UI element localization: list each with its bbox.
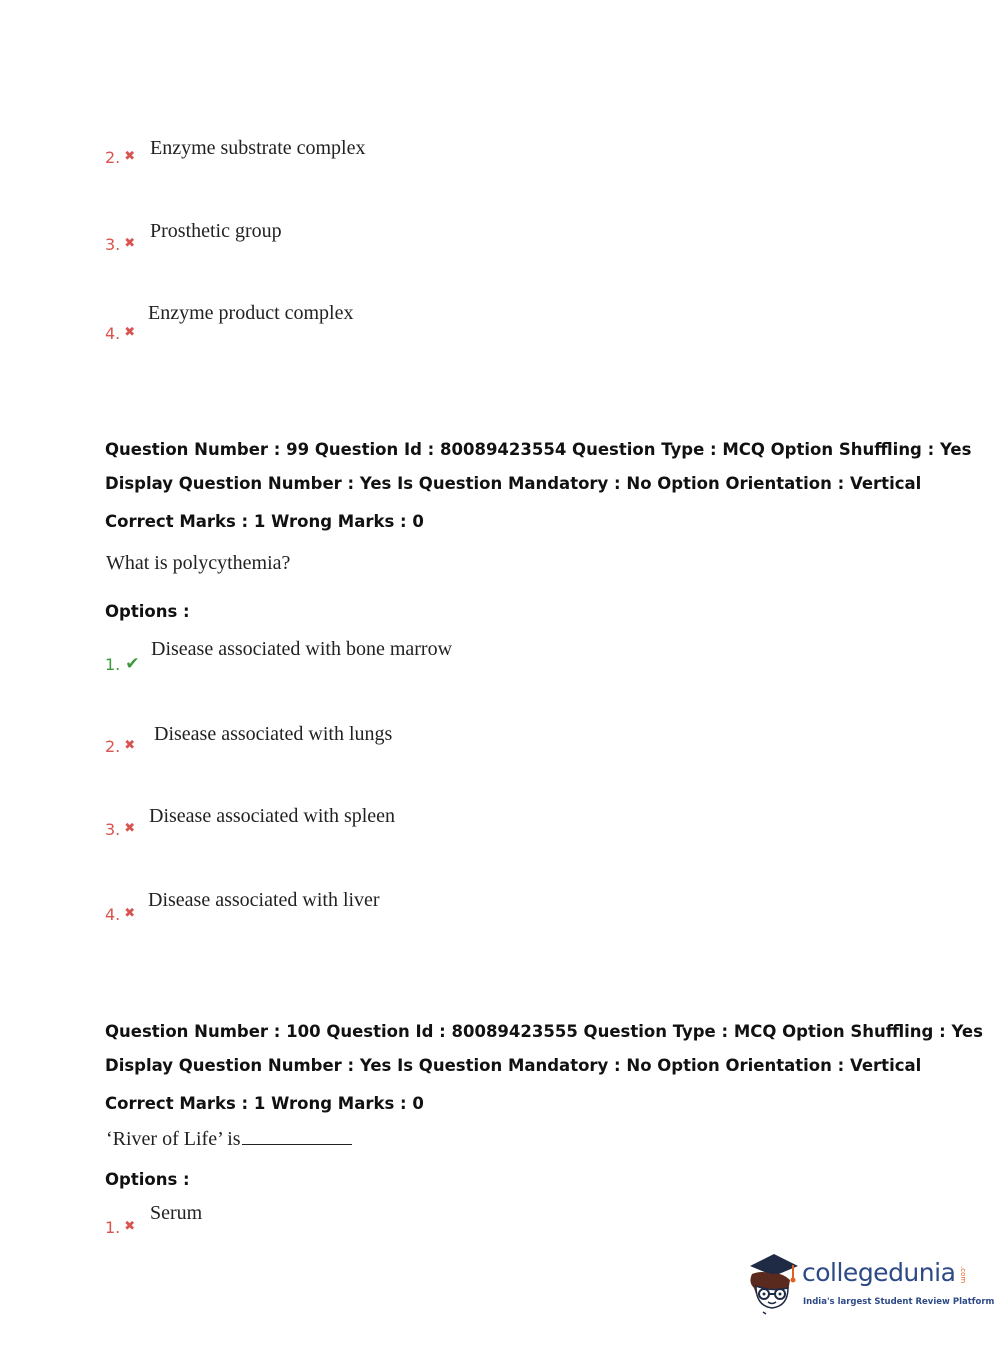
wrong-icon: ✖ [124, 325, 136, 340]
option-number: 2. ✖ [105, 737, 136, 756]
question-meta-line: Display Question Number : Yes Is Question Mandatory : No Option Orientation : Vertical [105, 1056, 922, 1075]
question-meta-line: Question Number : 100 Question Id : 80089423555 Question Type : MCQ Option Shuffling : Yes [105, 1022, 983, 1041]
option-text: Disease associated with liver [148, 889, 380, 911]
question-marks-line: Correct Marks : 1 Wrong Marks : 0 [105, 1094, 424, 1113]
question-text: ‘River of Life’ is [106, 1126, 352, 1151]
wrong-icon: ✖ [124, 1219, 136, 1234]
option-text: Prosthetic group [150, 220, 282, 242]
option-text: Enzyme substrate complex [150, 137, 366, 159]
wrong-icon: ✖ [124, 821, 136, 836]
question-meta-line: Display Question Number : Yes Is Question Mandatory : No Option Orientation : Vertical [105, 474, 922, 493]
collegedunia-logo [742, 1248, 995, 1318]
check-icon: ✔ [125, 654, 140, 674]
option-text: Enzyme product complex [148, 302, 354, 324]
options-label: Options : [105, 1170, 190, 1189]
wrong-icon: ✖ [124, 236, 136, 251]
option-number: 4. ✖ [105, 324, 136, 343]
option-number: 1. ✖ [105, 1218, 136, 1237]
question-meta-line: Question Number : 99 Question Id : 80089423554 Question Type : MCQ Option Shuffling : Yes [105, 440, 972, 459]
option-number: 4. ✖ [105, 905, 136, 924]
wrong-icon: ✖ [124, 149, 136, 164]
option-number: 2. ✖ [105, 148, 136, 167]
option-text: Disease associated with bone marrow [151, 638, 453, 660]
wrong-icon: ✖ [124, 906, 136, 921]
logo-tagline: India's largest Student Review Platform [803, 1297, 995, 1307]
option-text: Serum [150, 1202, 203, 1224]
option-number: 1. ✔ [105, 654, 140, 674]
option-text: Disease associated with spleen [149, 805, 396, 827]
mascot-icon [742, 1248, 802, 1318]
question-text: What is polycythemia? [106, 552, 291, 574]
options-label: Options : [105, 602, 190, 621]
answer-blank [242, 1126, 352, 1145]
wrong-icon: ✖ [124, 738, 136, 753]
question-marks-line: Correct Marks : 1 Wrong Marks : 0 [105, 512, 424, 531]
option-text: Disease associated with lungs [154, 723, 393, 745]
logo-suffix: .com [959, 1266, 967, 1284]
logo-brand-text: collegedunia [802, 1258, 956, 1287]
option-number: 3. ✖ [105, 235, 136, 254]
option-number: 3. ✖ [105, 820, 136, 839]
